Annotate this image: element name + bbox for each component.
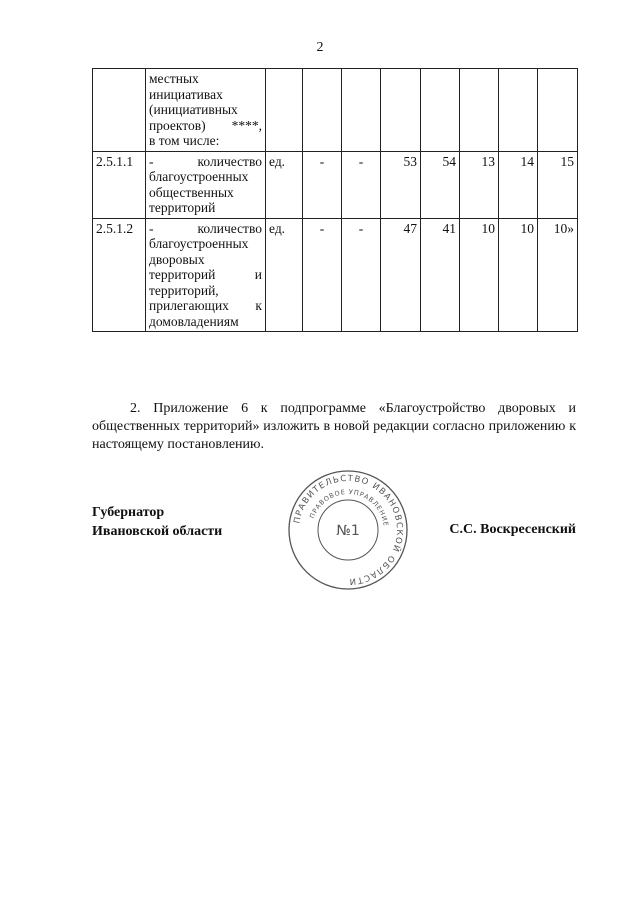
indicator-name-line: - количество — [149, 153, 262, 169]
cell-value — [342, 69, 381, 152]
cell-value — [303, 69, 342, 152]
cell-value — [460, 69, 499, 152]
table-body — [93, 69, 578, 332]
indicator-name-line: - количество — [149, 220, 262, 236]
cell-indicator-name — [146, 218, 266, 332]
cell-value: 15 — [538, 151, 578, 218]
cell-unit — [266, 69, 303, 152]
cell-value: - — [303, 218, 342, 332]
cell-value: - — [342, 151, 381, 218]
cell-value: - — [303, 151, 342, 218]
indicator-name-line: территорий и — [149, 267, 262, 282]
signature-name: С.С. Воскресенский — [449, 522, 576, 537]
indicator-name-line: в том числе: — [149, 133, 220, 148]
cell-value — [499, 69, 538, 152]
signature-title — [92, 503, 222, 541]
table-row — [93, 218, 578, 332]
cell-unit: ед. — [266, 151, 303, 218]
indicator-name-line: проектов) ****, — [149, 117, 262, 133]
indicator-name-line: благоустроенных — [149, 236, 249, 251]
cell-value: 47 — [381, 218, 421, 332]
cell-value: 13 — [460, 151, 499, 218]
cell-value: 53 — [381, 151, 421, 218]
indicator-name-line: благоустроенных — [149, 169, 249, 184]
cell-value: 41 — [421, 218, 460, 332]
cell-value — [421, 69, 460, 152]
cell-value — [381, 69, 421, 152]
indicator-name-line: прилегающих к — [149, 298, 262, 313]
official-seal — [286, 468, 410, 592]
seal-inner-textpath: ПРАВОВОЕ УПРАВЛЕНИЕ — [308, 487, 390, 528]
indicator-name-line: территорий — [149, 200, 216, 215]
cell-code — [93, 69, 146, 152]
indicator-name-line: (инициативных — [149, 102, 238, 117]
indicator-name-line: домовладениям — [149, 313, 239, 329]
cell-code: 2.5.1.2 — [93, 218, 146, 332]
amendment-paragraph: 2. Приложение 6 к подпрограмме «Благоустройство дворовых и общественных территорий» изложить в новой редакции согласно приложению к настоящему постановлению. — [92, 401, 576, 452]
cell-value: 54 — [421, 151, 460, 218]
cell-value — [538, 69, 578, 152]
indicator-name-line: местных — [149, 71, 199, 86]
seal-number: №1 — [336, 523, 360, 539]
indicator-name-line: дворовых — [149, 251, 205, 267]
cell-value: 10» — [538, 218, 578, 332]
cell-value: - — [342, 218, 381, 332]
cell-value: 10 — [499, 218, 538, 332]
page-number: 2 — [316, 40, 324, 55]
table-row — [93, 69, 578, 152]
signature-title-line2: Ивановской области — [92, 524, 223, 539]
indicators-table — [92, 68, 578, 332]
cell-value: 14 — [499, 151, 538, 218]
seal-outer-textpath: ПРАВИТЕЛЬСТВО ИВАНОВСКОЙ ОБЛАСТИ — [292, 473, 405, 587]
cell-value: 10 — [460, 218, 499, 332]
indicator-name-line: инициативах — [149, 86, 223, 102]
table-row — [93, 151, 578, 218]
indicator-name-line: общественных — [149, 184, 234, 200]
cell-unit: ед. — [266, 218, 303, 332]
signature-title-line1: Губернатор — [92, 505, 165, 520]
cell-indicator-name — [146, 69, 266, 152]
cell-code: 2.5.1.1 — [93, 151, 146, 218]
indicator-name-line: территорий, — [149, 282, 219, 298]
cell-indicator-name — [146, 151, 266, 218]
